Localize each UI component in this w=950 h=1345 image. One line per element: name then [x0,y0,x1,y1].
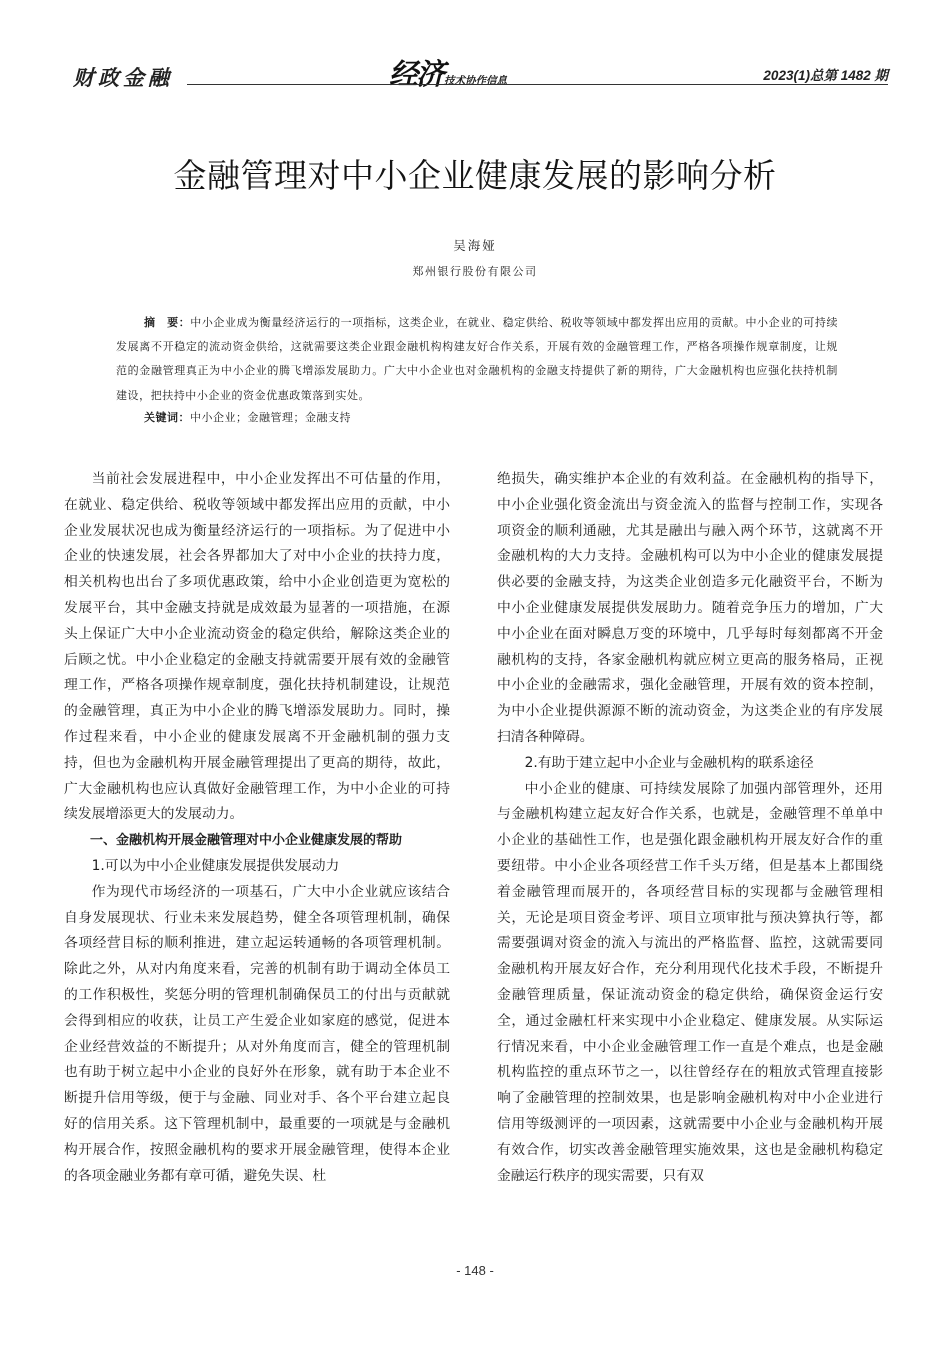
abstract [116,311,838,408]
section-heading: 一、金融机构开展金融管理对中小企业健康发展的帮助 [90,833,403,849]
running-header [63,52,888,92]
paper-title: 金融管理对中小企业健康发展的影响分析 [173,156,777,195]
header-rule [187,84,888,85]
keywords-label: 关键词： [144,411,190,424]
body-paragraph: 中小企业的健康、可持续发展除了加强内部管理外，还用与金融机构建立起友好合作关系，也就是，金融管理不单单中小企业的基础性工作，也是强化跟金融机构开展友好合作的重要纽带。中小企业各项经营工作千头万绪，但是基本上都围绕着金融管理而展开的，各项经营目标的实现都与金融管理相关，无论是项目资金考评、项目立项审批与预决算执行等，都需要强调对资金的流入与流出的严格监督、监控，这就需要同金融机构开展友好合作，充分利用现代化技术手段，不断提升金融管理质量，保证流动资金的稳定供给，确保资金运行安全，通过金融杠杆来实现中小企业稳定、健康发展。从实际运行情况来看，中小企业金融管理工作一直是个难点，也是金融机构监控的重点环节之一，以往曾经存在的粗放式管理直接影响了金融管理的控制效果，也是影响金融机构对中小企业进行信用等级测评的一项因素，这就需要中小企业与金融机构开展有效合作，切实改善金融管理实施效果，这也是金融机构稳定金融运行秩序的现实需要，只有双 [497,780,883,1184]
body-paragraph: 作为现代市场经济的一项基石，广大中小企业就应该结合自身发展现状、行业未来发展趋势，健全各项管理机制，确保各项经营目标的顺利推进，建立起运转通畅的各项管理机制。除此之外，从对内角度来看，完善的机制有助于调动全体员工的工作积极性，奖惩分明的管理机制确保员工的付出与贡献就会得到相应的收获，让员工产生爱企业如家庭的感觉，促进本企业经营效益的不断提升；从对外角度而言，健全的管理机制也有助于树立起中小企业的良好外在形象，就有助于本企业不断提升信用等级，便于与金融、同业对手、各个平台建立起良好的信用关系。这下管理机制中，最重要的一项就是与金融机构开展合作，按照金融机构的要求开展金融管理，使得本企业的各项金融业务都有章可循，避免失误、杜 [64,883,450,1184]
journal-logo-subtitle: 技术协作信息 [444,75,508,87]
subsection-heading: 2.有助于建立起中小企业与金融机构的联系途径 [524,754,814,771]
keywords-text: 中小企业；金融管理；金融支持 [190,411,351,424]
issue-label: 2023(1)总第 1482 期 [763,68,888,83]
body-paragraph: 绝损失，确实维护本企业的有效利益。在金融机构的指导下，中小企业强化资金流出与资金流入的监督与控制工作，实现各项资金的顺利通融，尤其是融出与融入两个环节，这就离不开金融机构的大力支持。金融机构可以为中小企业的健康发展提供必要的金融支持，为这类企业创造多元化融资平台，不断为中小企业健康发展提供发展助力。随着竞争压力的增加，广大中小企业在面对瞬息万变的环境中，几乎每时每刻都离不开金融机构的支持，各家金融机构就应树立更高的服务格局，正视中小企业的金融需求，强化金融管理，开展有效的资本控制，为中小企业提供源源不断的流动资金，为这类企业的有序发展扫清各种障碍。 [497,471,883,745]
subsection-heading: 1.可以为中小企业健康发展提供发展动力 [91,857,340,874]
keywords [144,409,351,425]
section-label: 财政金融 [73,66,173,90]
body-paragraph: 当前社会发展进程中，中小企业发挥出不可估量的作用，在就业、稳定供给、税收等领域中都发挥出应用的贡献，中小企业发展状况也成为衡量经济运行的一项指标。为了促进中小企业的快速发展，社会各界都加大了对中小企业的扶持力度，相关机构也出台了多项优惠政策，给中小企业创造更为宽松的发展平台，其中金融支持就是成效最为显著的一项措施，在源头上保证广大中小企业流动资金的稳定供给，解除这类企业的后顾之忧。中小企业稳定的金融支持就需要开展有效的金融管理工作，严格各项操作规章制度，强化扶持机制建设，让规范的金融管理，真正为中小企业的腾飞增添发展助力。同时，操作过程来看，中小企业的健康发展离不开金融机制的强力支持，但也为金融机构开展金融管理提出了更高的期待，故此，广大金融机构也应认真做好金融管理工作，为中小企业的可持续发展增添更大的发展动力。 [64,471,450,823]
abstract-label: 摘 要： [144,316,191,329]
journal-logo [389,52,507,93]
abstract-text: 中小企业成为衡量经济运行的一项指标，这类企业，在就业、稳定供给、税收等领域中都发挥出应用的贡献。中小企业的可持续发展离不开稳定的流动资金供给，这就需要这类企业跟金融机构构建友好合作关系，开展有效的金融管理工作，严格各项操作规章制度，让规范的金融管理真正为中小企业的腾飞增添发展助力。广大中小企业也对金融机构的金融支持提供了新的期待，广大金融机构也应强化扶持机制建设，把扶持中小企业的资金优惠政策落到实处。 [116,316,839,402]
journal-logo-mark: 经济 [389,57,444,91]
author: 吴海娅 [453,238,497,253]
page-number: - 148 - [456,1263,494,1278]
body-column-left [64,467,450,1189]
affiliation: 郑州银行股份有限公司 [412,265,538,278]
body-column-right [497,467,883,1189]
